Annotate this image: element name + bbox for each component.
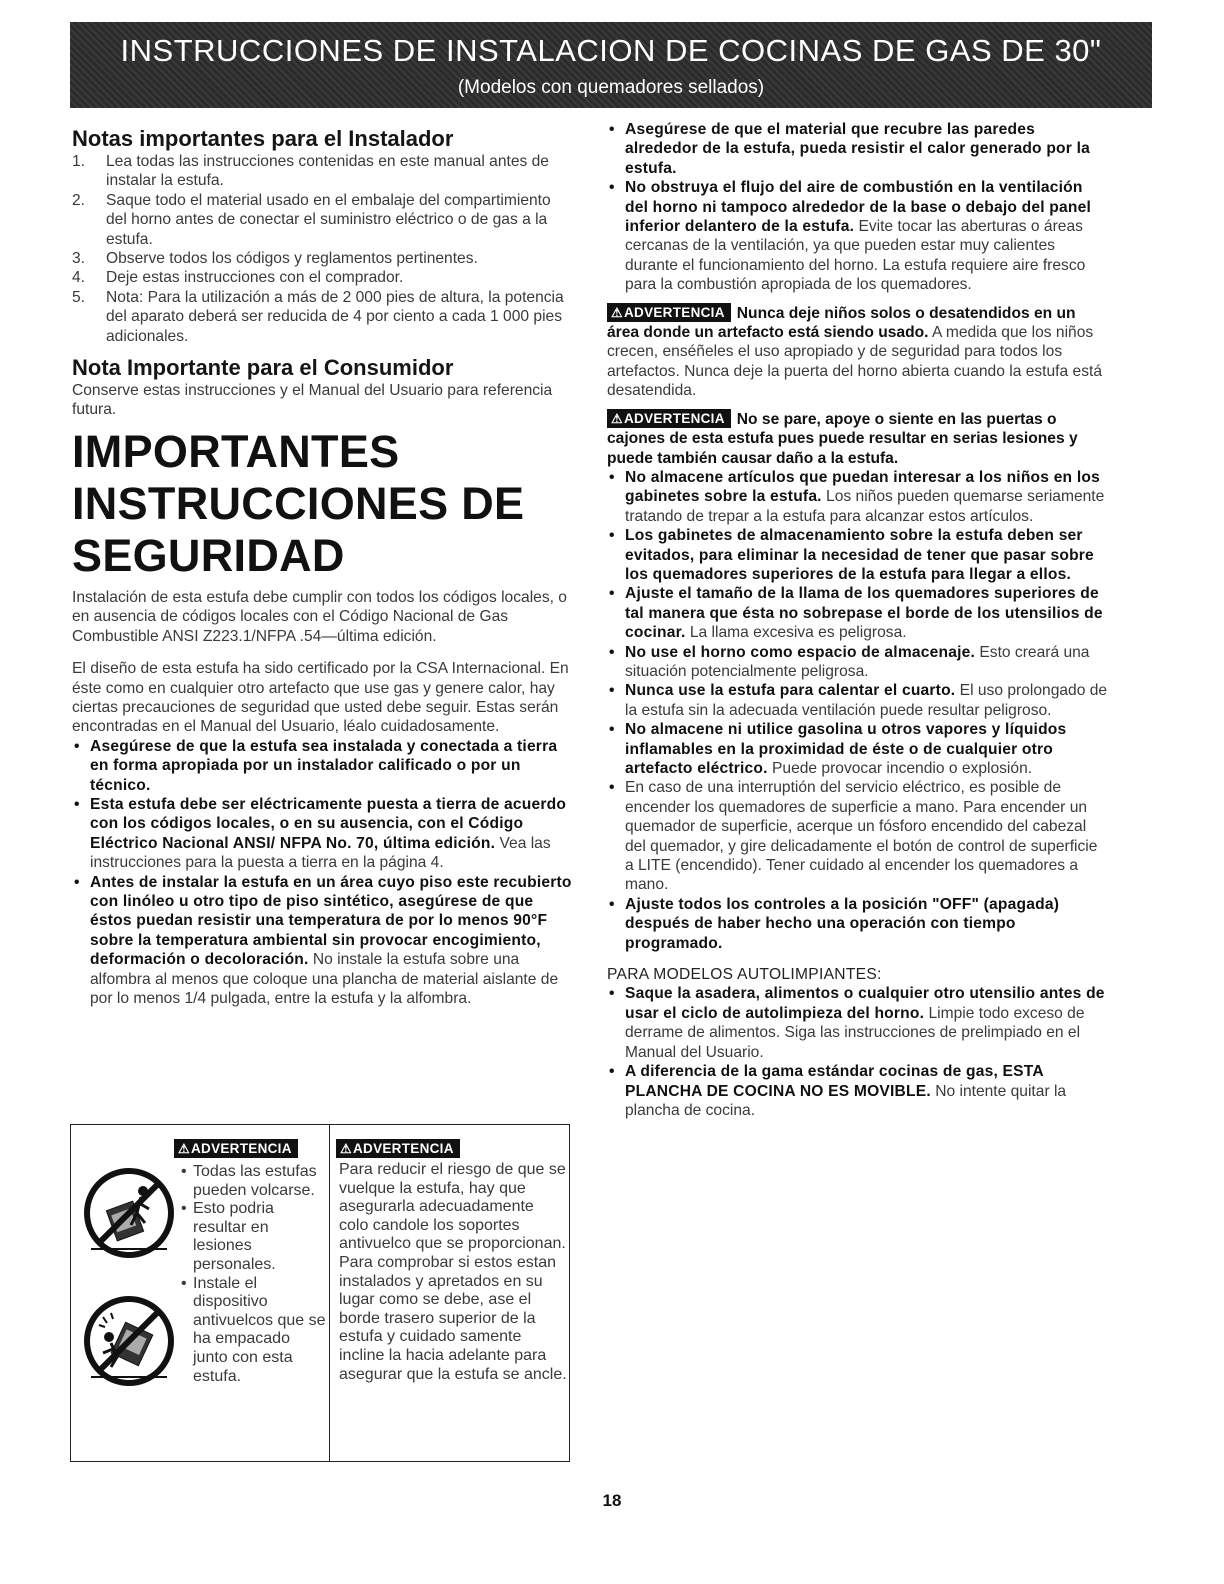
list-item [72,191,572,249]
bullet-icon: • [609,721,615,739]
tip-over-prohibited-icon [83,1167,175,1259]
page-number: 18 [602,1491,622,1510]
list-number: 3. [72,250,86,268]
list-item [607,895,1110,953]
bold-text: Ajuste todos los controles a la posición "OFF" (apagada) después de haber hecho una operación con tiempo programado. [625,895,1060,952]
bold-text: No almacene artículos que puedan interesar a los niños en los gabinetes sobre la estufa. [625,468,1100,506]
list-item [72,873,572,1009]
self-clean-bullets [607,984,1110,1120]
list-item [72,268,572,287]
anti-tip-instructions: Para reducir el riesgo de que se vuelque la estufa, hay que asegurarla adecuadamente colo candole los soportes antivuelco que se proporcionan. Para comprobar si estos estan instalados y apretados en su lugar como se debe, ase el borde trasero superior de la estufa y cuidado samente incline la hacia adelante para asegurar que la estufa se ancle. [339,1161,567,1383]
warning-paragraph [607,409,1110,468]
list-number: 2. [72,191,86,209]
safety-paragraph: Instalación de esta estufa debe cumplir con todos los códigos locales, o en ausencia de códigos locales con el Código Nacional de Gas Combustible ANSI Z223.1/NFPA .54—última edición. [72,588,567,645]
tip-over-hazard-icon [83,1295,175,1387]
plain-text: Vea las instrucciones para la puesta a tierra en la página 4. [90,834,551,872]
plain-text: Evite tocar las aberturas o áreas cercanas de la ventilación, ya que pueden estar muy calientes durante el funcionamiento del horno. La estufa requiere aire fresco para la combustión apropiada de los quemadores. [625,218,1086,294]
safety-bullets [607,120,1110,295]
header-subtitle: (Modelos con quemadores sellados) [457,77,765,98]
bold-text: Los gabinetes de almacenamiento sobre la estufa deben ser evitados, para eliminar la necesidad de tener que pasar sobre los quemadores superiores de la estufa para llegar a ellos. [625,527,1094,583]
bold-text: No almacene ni utilice gasolina u otros vapores y líquidos inflamables en la proximidad de éste o de cualquier otro artefacto eléctrico. [625,721,1067,777]
bold-text: Esta estufa debe ser eléctricamente puesta a tierra de acuerdo con los códigos locales, o en su ausencia, con el Código Eléctrico Nacional ANSI/ NFPA No. 70, última edición. [90,795,567,852]
list-text: Todas las estufas pueden volcarse. [193,1163,317,1199]
list-text: Saque todo el material usado en el embalaje del compartimiento del horno antes de conectar el suministro eléctrico o de gas a la estufa. [106,191,551,248]
warning-list [181,1163,326,1386]
list-item [72,737,572,795]
right-column [607,120,1110,1120]
warning-badge [336,1139,460,1158]
list-item [607,1062,1110,1120]
list-item [607,778,1110,894]
list-item [72,249,572,268]
list-item [607,984,1110,1062]
plain-text: El uso prolongado de la estufa sin la adecuada ventilación puede resultar peligroso. [625,682,1108,719]
list-item [181,1200,326,1274]
list-item [72,152,572,191]
safety-title [72,426,572,582]
plain-text: No intente quitar la plancha de cocina. [625,1082,1067,1119]
warning-triangle-icon: ⚠ [340,1141,352,1156]
header-title: INSTRUCCIONES DE INSTALACION DE COCINAS DE GAS DE 30" [120,33,1102,68]
warning-badge [607,409,731,428]
bold-text: A diferencia de la gama estándar cocinas de gas, ESTA PLANCHA DE COCINA NO ES MOVIBLE. [625,1063,1044,1100]
warning-badge-label: ADVERTENCIA [352,1141,454,1156]
bold-text: Asegúrese de que el material que recubre las paredes alrededor de la estufa, pueda resistir el calor generado por la estufa. [625,121,1090,177]
plain-text: En caso de una interruptión del servicio eléctrico, es posible de encender los quemadores de superficie a mano. Para encender un quemador de superficie, acerque un fósforo encendido del cabezal del quemador, y gire delicadamente el botón de control de superficie a LITE (encendido). Tener cuidado al encender los quemadores a mano. [625,779,1098,894]
bold-text: Asegúrese de que la estufa sea instalada y conectada a tierra en forma apropiada por un instalador calificado o por un técnico. [90,737,558,794]
warning-triangle-icon: ⚠ [611,410,623,426]
list-item [607,526,1110,584]
self-clean-heading: PARA MODELOS AUTOLIMPIANTES: [607,966,882,984]
bullet-icon: • [609,682,615,700]
bold-text: Ajuste el tamaño de la llama de los quemadores superiores de tal manera que ésta no sobrepase el borde de los utensilios de cocinar. [625,585,1103,642]
bold-text: Saque la asadera, alimentos o cualquier otro utensilio antes de usar el ciclo de autolimpieza del horno. [625,985,1105,1022]
warning-triangle-icon: ⚠ [178,1141,190,1156]
warning-badge-label: ADVERTENCIA [623,410,725,426]
plain-text: Limpie todo exceso de derrame de alimentos. Siga las instrucciones de prelimpiado en el Manual del Usuario. [625,1004,1085,1061]
list-item [181,1163,326,1200]
list-item [607,178,1110,294]
bullet-icon: • [181,1200,187,1218]
list-item [72,288,572,346]
bullet-icon: • [609,643,615,661]
bold-text: No obstruya el flujo del aire de combustión en la ventilación del horno ni tampoco alrededor de la base o debajo del panel inferior delantero de la estufa. [625,179,1092,236]
list-item [607,681,1110,720]
installer-notes-list [72,152,572,346]
list-item [607,120,1110,178]
plain-text: La llama excesiva es peligrosa. [685,624,907,642]
bullet-icon: • [609,985,615,1003]
bullet-icon: • [609,585,615,603]
plain-text: No instale la estufa sobre una alfombra al menos que coloque una plancha de material aislante de por lo menos 1/4 pulgada, entre la estufa y la alfombra. [90,951,559,1007]
list-text: Instale el dispositivo antivuelcos que se ha empacado junto con esta estufa. [193,1274,326,1385]
bullet-icon: • [74,873,80,891]
bold-text: Nunca deje niños solos o desatendidos en un área donde un artefacto está siendo usado. [607,304,1076,342]
bullet-icon: • [609,179,615,197]
list-item [607,584,1110,642]
plain-text: Los niños pueden quemarse seriamente tratando de trepar a la estufa para alcanzar estos artículos. [625,488,1105,525]
safety-title-line: INSTRUCCIONES DE [72,477,525,529]
warning-badge [174,1139,298,1158]
list-number: 4. [72,269,86,287]
list-number: 1. [72,153,86,170]
bold-text: Nunca use la estufa para calentar el cuarto. [625,682,956,700]
list-text: Observe todos los códigos y reglamentos pertinentes. [106,250,478,268]
list-text: Nota: Para la utilización a más de 2 000 pies de altura, la potencia del aparato deberá ser reducida de 4 por ciento a cada 1 000 pies adicionales. [106,288,564,345]
page-header-banner [70,22,1152,108]
list-item [72,795,572,873]
plain-text: Esto creará una situación potencialmente peligrosa. [625,643,1090,680]
divider [329,1125,330,1461]
bullet-icon: • [74,795,80,813]
warning-paragraph [607,303,1110,401]
bullet-icon: • [609,779,615,797]
list-item [607,720,1110,778]
bullet-icon: • [609,468,615,486]
consumer-note-heading: Nota Importante para el Consumidor [72,355,454,381]
warning-badge-label: ADVERTENCIA [623,304,725,320]
bullet-icon: • [181,1163,187,1180]
list-text: Esto podria resultar en lesiones personales. [193,1200,276,1273]
safety-paragraph: El diseño de esta estufa ha sido certificado por la CSA Internacional. En éste como en cualquier otro artefacto que use gas y genere calor, hay ciertas precauciones de seguridad que usted debe seguir. Estas serán encontradas en el Manual del Usuario, léalo cuidadosamente. [72,660,569,736]
bold-text: Antes de instalar la estufa en un área cuyo piso este recubierto con linóleo u otro tipo de piso sintético, asegúrese de que éstos puedan resistir una temperatura de por lo menos 90°F sobre la temperatura ambiental sin provocar encogimiento, deformación o decoloración. [90,873,572,969]
safety-bullets [72,737,572,1009]
bold-text: No use el horno como espacio de almacenaje. [625,643,976,661]
plain-text: A medida que los niños crecen, enséñeles el uso apropiado y de seguridad para todos los artefactos. Nunca deje la puerta del horno abierta cuando la estufa está desatendida. [607,324,1102,400]
plain-text: Puede provocar incendio o explosión. [767,760,1033,777]
list-text: Lea todas las instrucciones contenidas en este manual antes de instalar la estufa. [106,153,549,190]
installer-notes-heading: Notas importantes para el Instalador [72,126,454,151]
list-text: Deje estas instrucciones con el comprador. [106,269,404,287]
bullet-icon: • [74,737,80,755]
bold-text: No se pare, apoye o siente en las puertas o cajones de esta estufa pues puede resultar en serias lesiones y puede también causar daño a la estufa. [607,410,1078,467]
safety-bullets [607,468,1110,953]
list-item [607,468,1110,526]
left-column [72,120,572,1008]
list-item [181,1275,326,1387]
list-item [607,643,1110,682]
safety-title-line: IMPORTANTES [72,425,400,477]
consumer-note-text: Conserve estas instrucciones y el Manual del Usuario para referencia futura. [72,382,553,419]
bullet-icon: • [609,121,615,138]
warning-badge [607,303,731,322]
safety-title-line: SEGURIDAD [72,529,345,581]
tip-over-warning-box [70,1124,570,1462]
warning-triangle-icon: ⚠ [611,304,623,320]
list-number: 5. [72,288,86,306]
bullet-icon: • [181,1274,187,1292]
bullet-icon: • [609,1063,615,1081]
bullet-icon: • [609,895,615,913]
warning-badge-label: ADVERTENCIA [190,1141,292,1156]
bullet-icon: • [609,527,615,545]
